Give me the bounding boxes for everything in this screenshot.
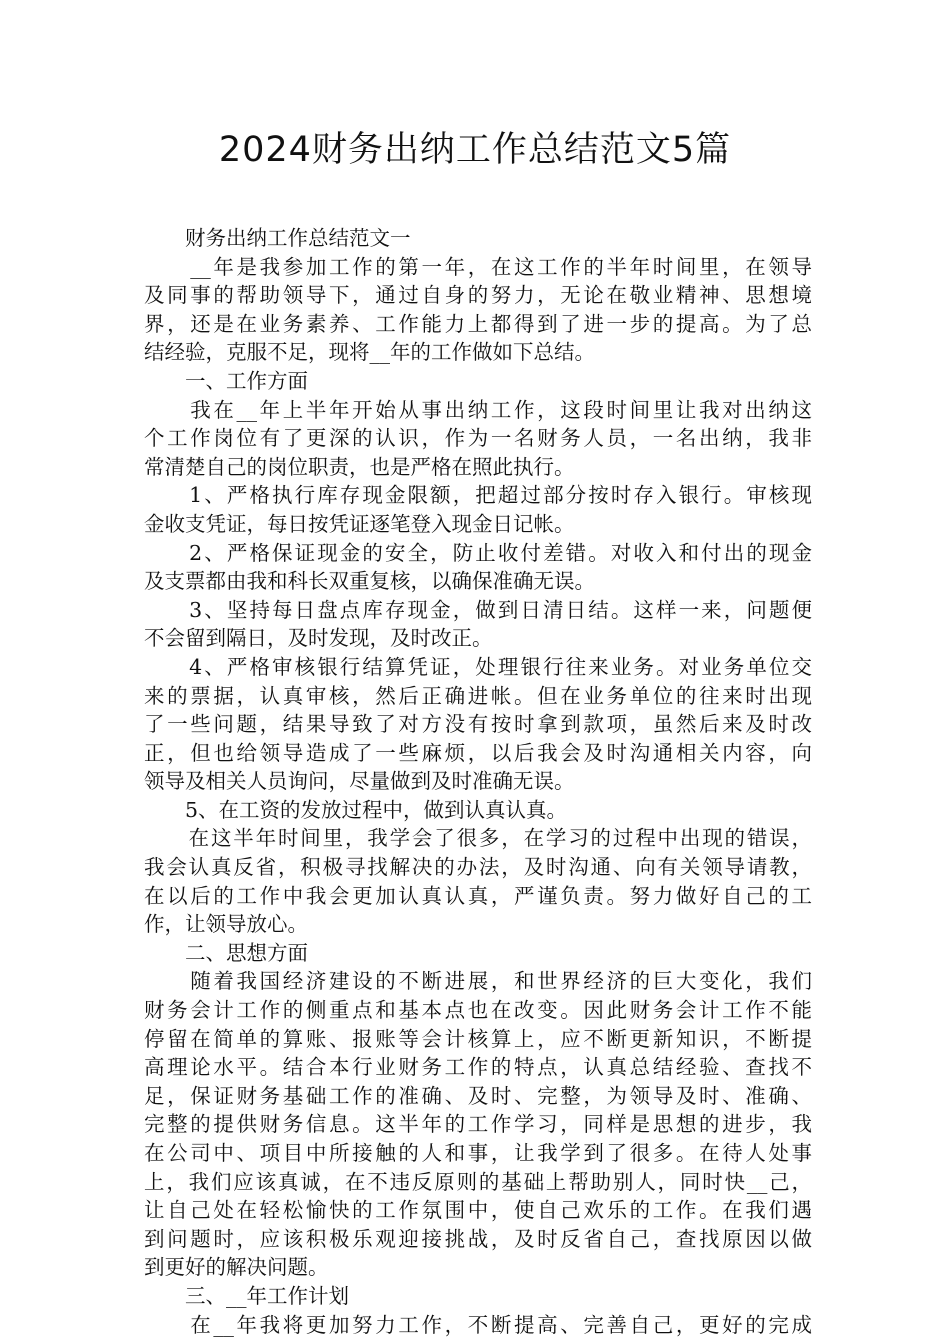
text-line: 结经验，克服不足，现将__年的工作做如下总结。 <box>144 340 595 365</box>
text-line: 足，保证财务基础工作的准确、及时、完整，为领导及时、准确、 <box>144 1083 812 1108</box>
text-line: 5、在工资的发放过程中，做到认真认真。 <box>144 797 568 822</box>
text-line: 领导及相关人员询问，尽量做到及时准确无误。 <box>144 769 575 794</box>
text-line: 二、思想方面 <box>144 940 308 965</box>
text-line: 金收支凭证，每日按凭证逐笔登入现金日记帐。 <box>144 511 575 536</box>
text-line: 我会认真反省，积极寻找解决的办法，及时沟通、向有关领导请教， <box>144 855 812 880</box>
text-line: 停留在简单的算账、报账等会计核算上，应不断更新知识，不断提 <box>144 1026 812 1051</box>
text-line: 在公司中、项目中所接触的人和事，让我学到了很多。在待人处事 <box>144 1141 812 1165</box>
text-line: 在__年我将更加努力工作，不断提高、完善自己，更好的完成 <box>144 1312 812 1337</box>
text-line: 1、严格执行库存现金限额，把超过部分按时存入银行。审核现 <box>144 483 812 508</box>
text-line: 上，我们应该真诚，在不违反原则的基础上帮助别人，同时快__己， <box>144 1169 812 1194</box>
text-line: 个工作岗位有了更深的认识，作为一名财务人员，一名出纳，我非 <box>144 426 812 451</box>
text-line: 2、严格保证现金的安全，防止收付差错。对收入和付出的现金 <box>144 540 812 565</box>
text-line: 随着我国经济建设的不断进展，和世界经济的巨大变化，我们 <box>144 969 812 994</box>
document-title: 2024财务出纳工作总结范文5篇 <box>218 130 732 170</box>
text-line: 来的票据，认真审核，然后正确进帐。但在业务单位的往来时出现 <box>144 683 812 708</box>
text-line: 在这半年时间里，我学会了很多，在学习的过程中出现的错误， <box>144 826 812 851</box>
text-line: 完整的提供财务信息。这半年的工作学习，同样是思想的进步，我 <box>144 1112 812 1137</box>
text-line: 了一些问题，结果导致了对方没有按时拿到款项，虽然后来及时改 <box>144 712 812 737</box>
text-line: 让自己处在轻松愉快的工作氛围中，使自己欢乐的工作。在我们遇 <box>144 1198 812 1223</box>
text-line: 我在__年上半年开始从事出纳工作，这段时间里让我对出纳这 <box>144 397 812 422</box>
text-line: 及同事的帮助领导下，通过自身的努力，无论在敬业精神、思想境 <box>144 283 812 308</box>
text-line: 3、坚持每日盘点库存现金，做到日清日结。这样一来，问题便 <box>144 597 812 622</box>
text-line: 财务出纳工作总结范文一 <box>144 226 411 250</box>
text-line: 正，但也给领导造成了一些麻烦，以后我会及时沟通相关内容，向 <box>144 740 812 765</box>
text-line: 高理论水平。结合本行业财务工作的特点，认真总结经验、查找不 <box>144 1055 812 1080</box>
document-body <box>144 224 812 1339</box>
text-line: 在以后的工作中我会更加认真认真，严谨负责。努力做好自己的工 <box>144 883 812 908</box>
text-line: 常清楚自己的岗位职责，也是严格在照此执行。 <box>144 454 575 479</box>
text-line: 界，还是在业务素养、工作能力上都得到了进一步的提高。为了总 <box>144 311 812 336</box>
text-line: 三、__年工作计划 <box>144 1283 349 1308</box>
text-line: 及支票都由我和科长双重复核，以确保准确无误。 <box>144 569 595 594</box>
text-line: 作，让领导放心。 <box>144 912 308 937</box>
text-line: __年是我参加工作的第一年，在这工作的半年时间里，在领导 <box>144 254 812 279</box>
text-line: 一、工作方面 <box>144 368 308 393</box>
text-line: 不会留到隔日，及时发现，及时改正。 <box>144 626 493 651</box>
text-line: 到问题时，应该积极乐观迎接挑战，及时反省自己，查找原因以做 <box>144 1226 812 1251</box>
text-line: 财务会计工作的侧重点和基本点也在改变。因此财务会计工作不能 <box>144 998 812 1023</box>
text-line: 到更好的解决问题。 <box>144 1255 329 1280</box>
text-line: 4、严格审核银行结算凭证，处理银行往来业务。对业务单位交 <box>144 654 812 679</box>
